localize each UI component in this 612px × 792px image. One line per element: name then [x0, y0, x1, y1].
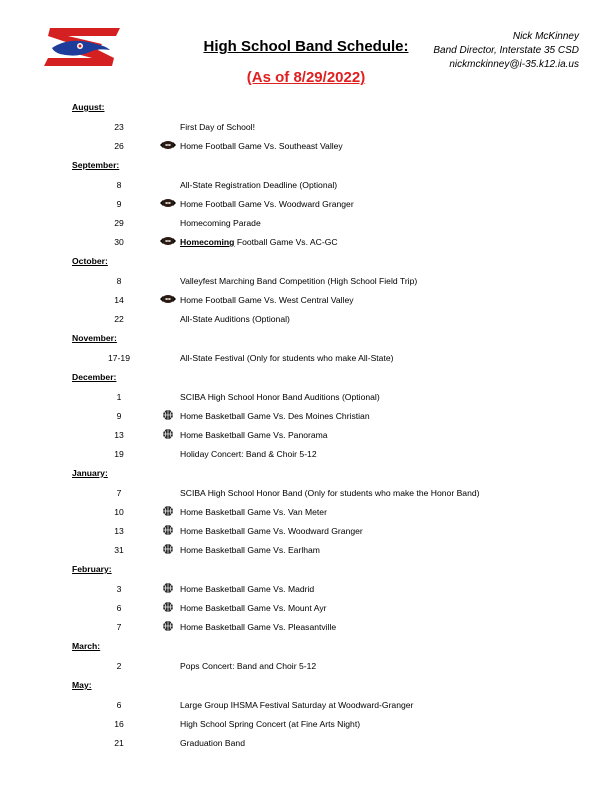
event-day: 26 — [114, 141, 124, 151]
month-label: February: — [72, 564, 112, 574]
event-text: Holiday Concert: Band & Choir 5-12 — [180, 449, 317, 459]
event-text: Home Basketball Game Vs. Van Meter — [180, 507, 327, 517]
school-logo — [40, 24, 124, 70]
month-header — [0, 640, 612, 656]
event-day: 22 — [114, 314, 124, 324]
month-header — [0, 101, 612, 117]
event-day: 3 — [116, 584, 122, 594]
event-text: Pops Concert: Band and Choir 5-12 — [180, 661, 317, 671]
event-row — [0, 737, 612, 753]
event-text: Large Group IHSMA Festival Saturday at Woodward-Granger — [180, 700, 414, 710]
basketball-icon — [159, 619, 177, 633]
event-day: 13 — [114, 526, 124, 536]
director-role: Band Director, Interstate 35 CSD — [433, 45, 579, 56]
event-text: All-State Festival (Only for students who make All-State) — [180, 353, 394, 363]
basketball-icon — [159, 600, 177, 614]
month-label: October: — [72, 256, 108, 266]
event-text: All-State Auditions (Optional) — [180, 314, 290, 324]
event-row — [0, 448, 612, 464]
month-header — [0, 679, 612, 695]
month-header — [0, 159, 612, 175]
event-row — [0, 217, 612, 233]
event-day: 23 — [114, 122, 124, 132]
event-row — [0, 275, 612, 291]
month-label: January: — [72, 468, 108, 478]
event-day: 21 — [114, 738, 124, 748]
event-row — [0, 410, 612, 426]
month-label: August: — [72, 102, 105, 112]
month-label: December: — [72, 372, 117, 382]
schedule-date: (As of 8/29/2022) — [246, 69, 366, 86]
event-day: 6 — [116, 603, 122, 613]
event-row — [0, 429, 612, 445]
event-text-rest: Football Game Vs. AC-GC — [236, 237, 338, 247]
event-day: 9 — [116, 411, 122, 421]
month-header — [0, 371, 612, 387]
month-header — [0, 563, 612, 579]
event-row — [0, 699, 612, 715]
event-row — [0, 352, 612, 368]
month-header — [0, 467, 612, 483]
event-text: SCIBA High School Honor Band (Only for students who make the Honor Band) — [180, 488, 480, 498]
basketball-icon — [159, 427, 177, 441]
event-day: 7 — [116, 622, 122, 632]
event-day: 17-19 — [108, 353, 130, 363]
month-header — [0, 332, 612, 348]
basketball-icon — [159, 408, 177, 422]
event-day: 10 — [114, 507, 124, 517]
football-icon — [159, 234, 177, 248]
event-row — [0, 487, 612, 503]
event-text: Home Football Game Vs. Southeast Valley — [180, 141, 343, 151]
month-label: May: — [72, 680, 92, 690]
event-row — [0, 391, 612, 407]
event-text: Homecoming Parade — [180, 218, 261, 228]
month-label: September: — [72, 160, 120, 170]
event-day: 1 — [116, 392, 122, 402]
event-day: 2 — [116, 661, 122, 671]
event-row — [0, 525, 612, 541]
event-text: Home Basketball Game Vs. Earlham — [180, 545, 320, 555]
event-text — [180, 236, 338, 248]
football-icon — [159, 196, 177, 210]
event-row — [0, 583, 612, 599]
contact-block — [433, 30, 579, 72]
event-text: Home Football Game Vs. Woodward Granger — [180, 199, 354, 209]
event-text: All-State Registration Deadline (Optional) — [180, 180, 338, 190]
event-text: Home Football Game Vs. West Central Valley — [180, 295, 354, 305]
football-icon — [159, 138, 177, 152]
event-row — [0, 313, 612, 329]
event-row — [0, 140, 612, 156]
event-row — [0, 179, 612, 195]
event-row — [0, 621, 612, 637]
event-day: 8 — [116, 180, 122, 190]
event-row — [0, 718, 612, 734]
event-day: 16 — [114, 719, 124, 729]
event-text: Home Basketball Game Vs. Pleasantville — [180, 622, 337, 632]
director-email[interactable]: nickmckinney@i-35.k12.ia.us — [449, 59, 579, 70]
month-header — [0, 255, 612, 271]
event-text: First Day of School! — [180, 122, 255, 132]
event-text: Home Basketball Game Vs. Panorama — [180, 430, 328, 440]
month-label: March: — [72, 641, 101, 651]
event-day: 7 — [116, 488, 122, 498]
page-title: High School Band Schedule: — [203, 38, 409, 55]
event-day: 6 — [116, 700, 122, 710]
event-row — [0, 544, 612, 560]
event-text: Home Basketball Game Vs. Madrid — [180, 584, 315, 594]
event-day: 31 — [114, 545, 124, 555]
basketball-icon — [159, 581, 177, 595]
event-day: 19 — [114, 449, 124, 459]
event-text: High School Spring Concert (at Fine Arts Night) — [180, 719, 361, 729]
event-row — [0, 294, 612, 310]
event-day: 29 — [114, 218, 124, 228]
event-day: 13 — [114, 430, 124, 440]
event-day: 8 — [116, 276, 122, 286]
director-name: Nick McKinney — [512, 31, 579, 42]
event-emphasis: Homecoming — [180, 237, 235, 247]
event-text: Graduation Band — [180, 738, 245, 748]
event-text: Home Basketball Game Vs. Des Moines Christian — [180, 411, 370, 421]
event-row — [0, 198, 612, 214]
event-row — [0, 602, 612, 618]
event-row — [0, 236, 612, 252]
event-row — [0, 121, 612, 137]
month-label: November: — [72, 333, 117, 343]
event-text: Valleyfest Marching Band Competition (High School Field Trip) — [180, 276, 418, 286]
event-text: Home Basketball Game Vs. Woodward Granger — [180, 526, 363, 536]
basketball-icon — [159, 542, 177, 556]
event-day: 9 — [116, 199, 122, 209]
basketball-icon — [159, 523, 177, 537]
event-text: SCIBA High School Honor Band Auditions (Optional) — [180, 392, 380, 402]
football-icon — [159, 292, 177, 306]
event-row — [0, 506, 612, 522]
event-day: 14 — [114, 295, 124, 305]
event-day: 30 — [114, 237, 124, 247]
event-text: Home Basketball Game Vs. Mount Ayr — [180, 603, 327, 613]
basketball-icon — [159, 504, 177, 518]
event-row — [0, 660, 612, 676]
